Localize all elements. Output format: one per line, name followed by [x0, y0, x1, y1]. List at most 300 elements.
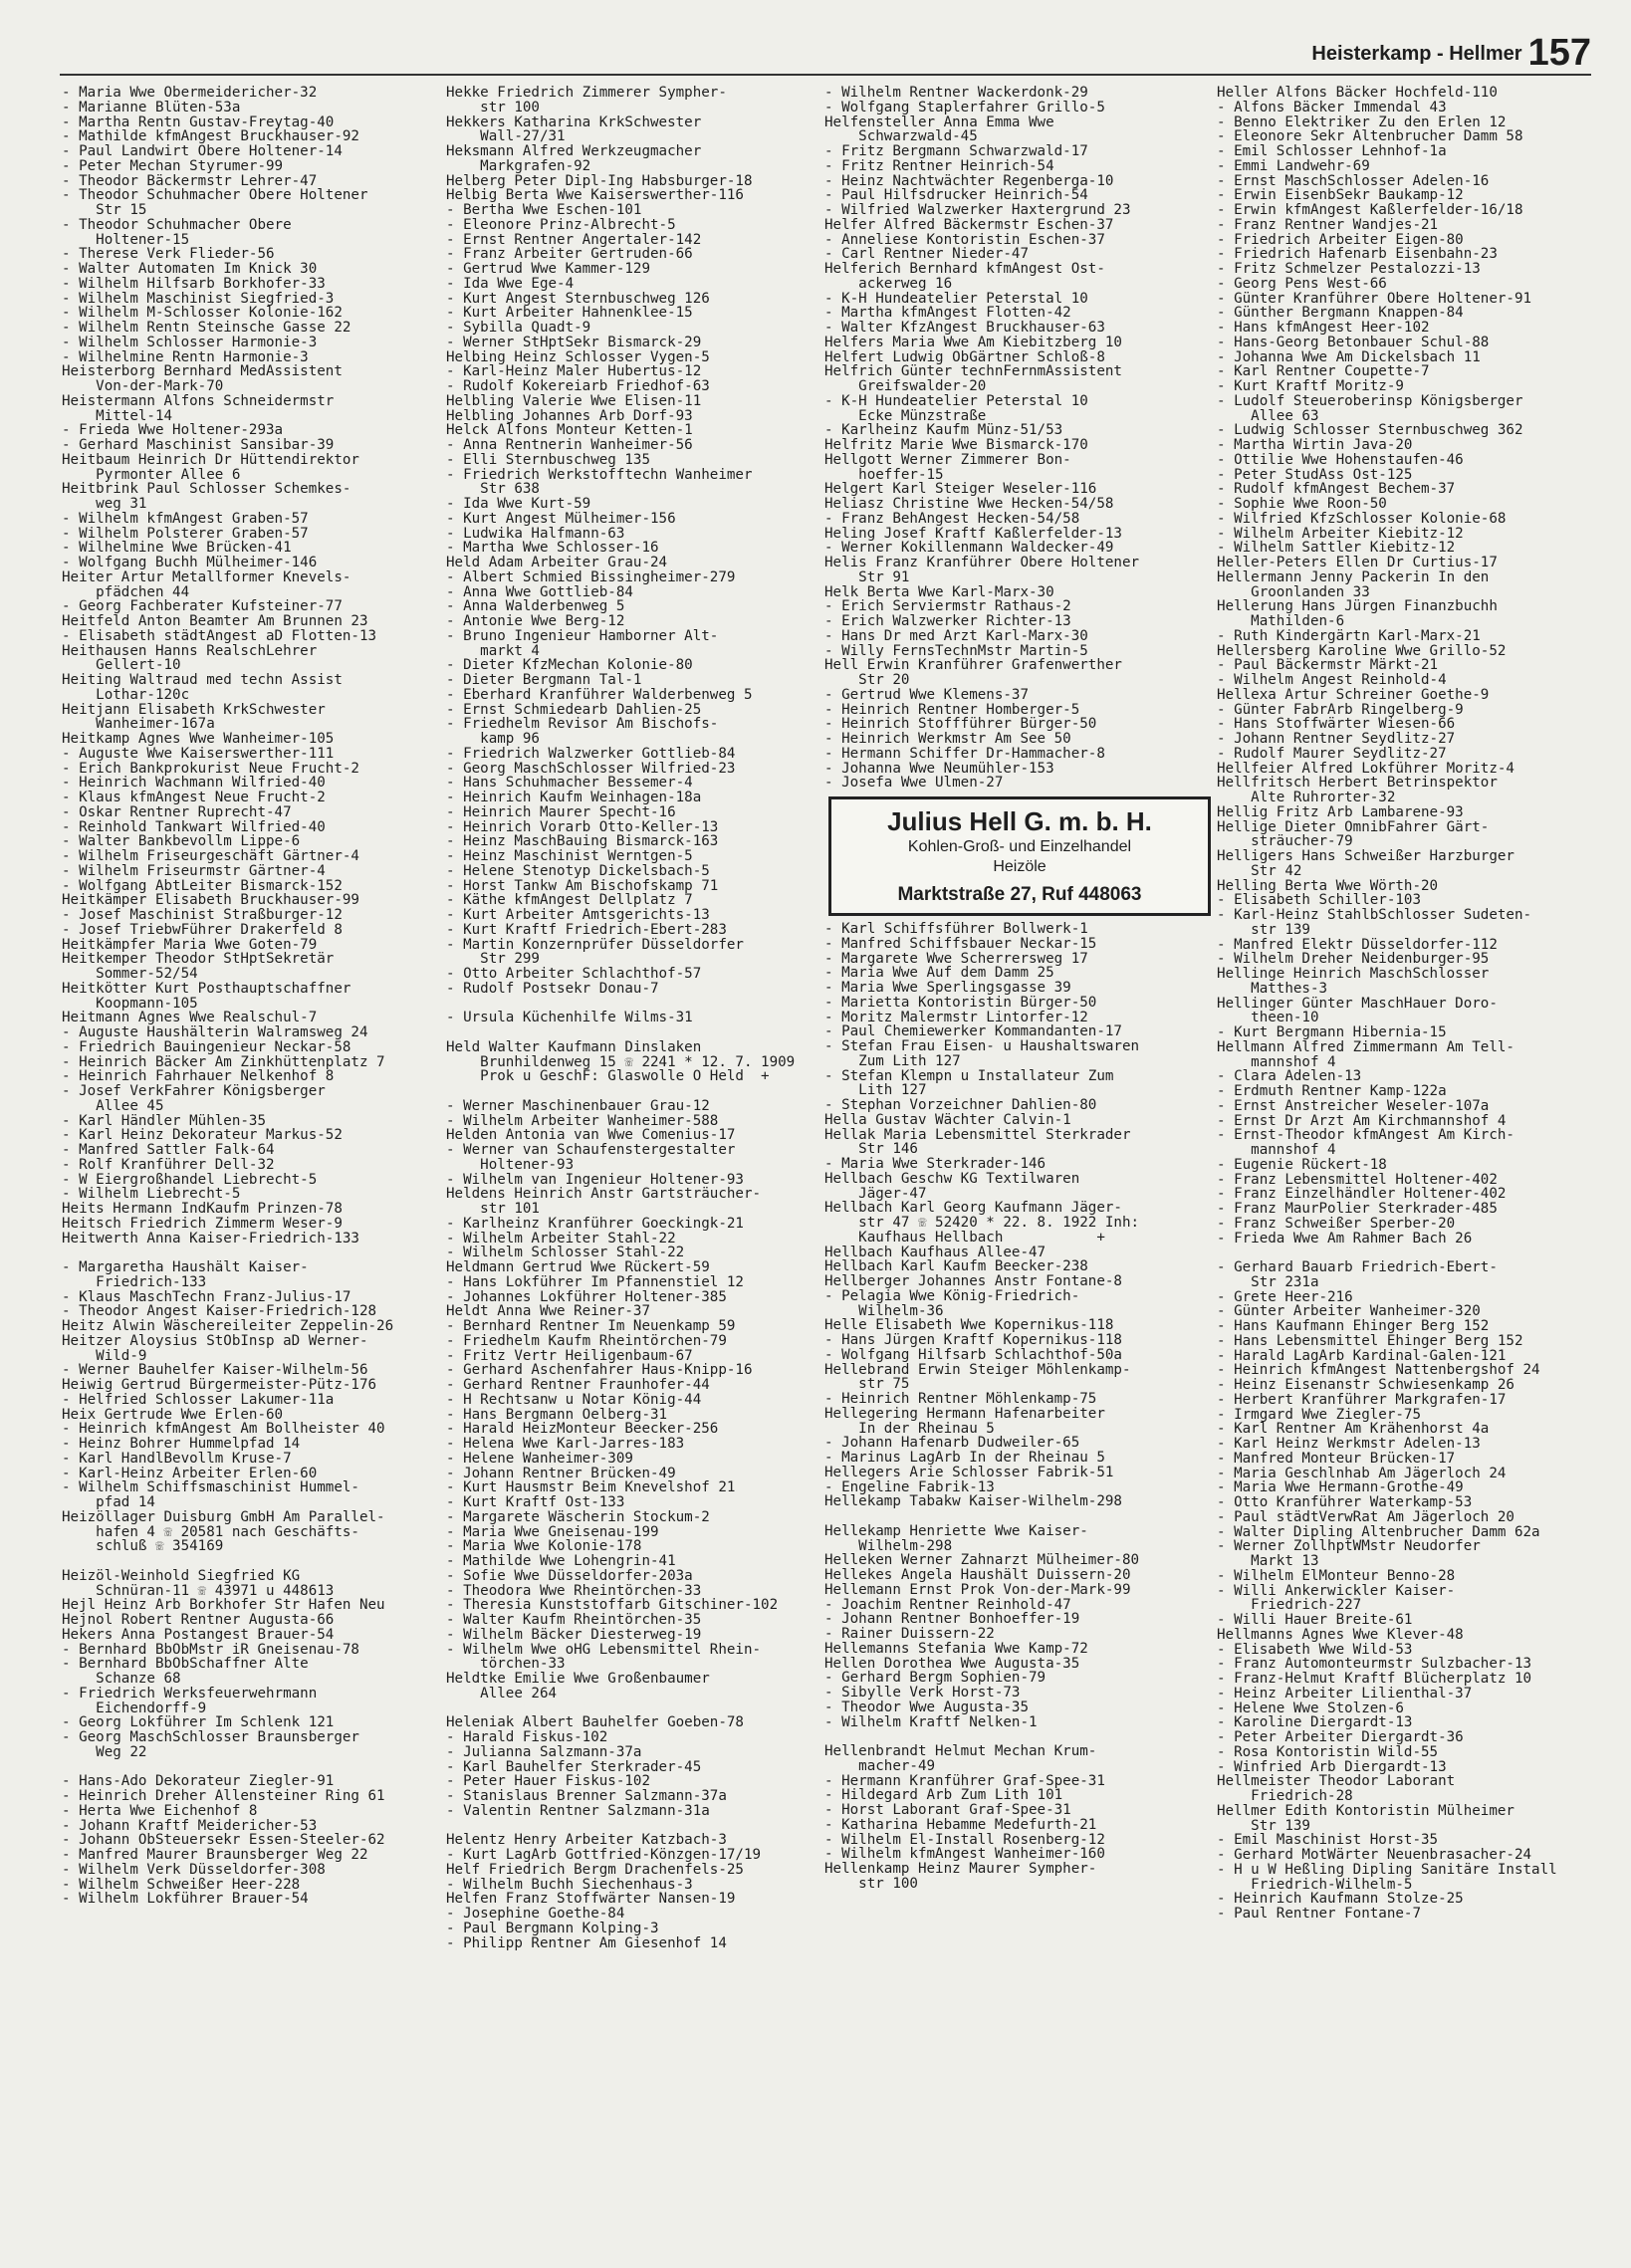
directory-entry: - Johann Hafenarb Dudweiler-65: [824, 1435, 1080, 1452]
directory-entry: - Antonie Wwe Berg-12: [446, 613, 625, 629]
directory-entry: - Wilhelm Arbeiter Stahl-22: [446, 1230, 676, 1247]
directory-entry: - Sophie Wwe Roon-50: [1217, 496, 1387, 512]
directory-entry: - Günter Arbeiter Wanheimer-320: [1217, 1303, 1481, 1320]
directory-entry: - Karl Schiffsführer Bollwerk-1: [824, 921, 1088, 937]
directory-entry: Heller-Peters Ellen Dr Curtius-17: [1217, 555, 1498, 570]
directory-entry: Heldtke Emilie Wwe Großenbaumer: [446, 1671, 710, 1687]
directory-entry: - Josef TriebwFührer Drakerfeld 8: [62, 921, 343, 938]
directory-entry: - Hans Kaufmann Ehinger Berg 152: [1217, 1318, 1490, 1334]
directory-entry: - Wilhelm Arbeiter Wanheimer-588: [446, 1112, 719, 1129]
directory-entry: Hellenkamp Heinz Maurer Sympher-: [824, 1861, 1097, 1877]
directory-entry: Heitjann Elisabeth KrkSchwester: [62, 701, 326, 718]
header-names: Heisterkamp - Hellmer: [1311, 43, 1522, 65]
directory-entry: Jäger-47: [824, 1185, 927, 1202]
directory-entry: - Harald HeizMonteur Beecker-256: [446, 1421, 719, 1438]
directory-entry: - Gerhard MotWärter Neuenbrasacher-24: [1217, 1847, 1532, 1863]
directory-entry: Hellenbrandt Helmut Mechan Krum-: [824, 1743, 1097, 1759]
directory-entry: - Maria Wwe Auf dem Damm 25: [824, 965, 1054, 982]
directory-entry: kamp 96: [446, 731, 540, 747]
directory-entry: - Karl HandlBevollm Kruse-7: [62, 1450, 292, 1467]
directory-entry: pfad 14: [62, 1494, 155, 1510]
directory-entry: - Werner StHptSekr Bismarck-29: [446, 334, 702, 350]
directory-entry: Hellekes Angela Haushält Duissern-20: [824, 1567, 1131, 1583]
directory-entry: - Albert Schmied Bissingheimer-279: [446, 568, 736, 585]
directory-entry: - Peter Hauer Fiskus-102: [446, 1773, 650, 1790]
directory-entry: - Theodora Wwe Rheintörchen-33: [446, 1582, 702, 1599]
directory-entry: Hellbach Karl Georg Kaufmann Jäger-: [824, 1200, 1122, 1217]
directory-entry: - Wilhelm M-Schlosser Kolonie-162: [62, 305, 343, 322]
directory-entry: - Franz MaurPolier Sterkrader-485: [1217, 1201, 1498, 1217]
directory-entry: Mathilden-6: [1217, 613, 1345, 629]
directory-entry: - Ludwika Halfmann-63: [446, 525, 625, 542]
directory-entry: mannshof 4: [1217, 1142, 1336, 1158]
directory-entry: Hellbach Karl Kaufm Beecker-238: [824, 1258, 1088, 1275]
directory-entry: - Irmgard Wwe Ziegler-75: [1217, 1406, 1421, 1423]
directory-entry: - Johann Rentner Brücken-49: [446, 1465, 676, 1481]
directory-entry: - Willy FernsTechnMstr Martin-5: [824, 642, 1088, 659]
directory-entry: - Harald Fiskus-102: [446, 1729, 608, 1745]
directory-entry: - Manfred Maurer Braunsberger Weg 22: [62, 1847, 368, 1863]
directory-entry: - Frieda Wwe Holtener-293a: [62, 422, 284, 439]
directory-entry: - Karl Bauhelfer Sterkrader-45: [446, 1758, 702, 1775]
directory-entry: Helfert Ludwig ObGärtner Schloß-8: [824, 348, 1105, 365]
directory-entry: - Pelagia Wwe König-Friedrich-: [824, 1287, 1080, 1304]
directory-entry: - Wilhelm ElMonteur Benno-28: [1217, 1567, 1456, 1584]
directory-entry: - Ursula Küchenhilfe Wilms-31: [446, 1010, 693, 1026]
directory-entry: - Otto Kranführer Waterkamp-53: [1217, 1494, 1473, 1510]
directory-entry: markt 4: [446, 642, 540, 659]
directory-entry: - Rudolf Kokereiarb Friedhof-63: [446, 378, 710, 394]
directory-entry: Helle Elisabeth Wwe Kopernikus-118: [824, 1317, 1114, 1334]
directory-entry: - Reinhold Tankwart Wilfried-40: [62, 818, 326, 835]
directory-entry: - Walter Dipling Altenbrucher Damm 62a: [1217, 1523, 1540, 1540]
directory-entry: - Walter Bankbevollm Lippe-6: [62, 833, 301, 850]
directory-entry: - Ludwig Schlosser Sternbuschweg 362: [1217, 422, 1523, 439]
directory-entry: - Heinrich Kaufmann Stolze-25: [1217, 1891, 1464, 1908]
column-2: [446, 86, 834, 2256]
directory-entry: - Winfried Arb Diergardt-13: [1217, 1758, 1447, 1775]
directory-entry: - Heinrich kfmAngest Nattenbergshof 24: [1217, 1362, 1540, 1379]
directory-entry: - Emil Maschinist Horst-35: [1217, 1832, 1439, 1849]
directory-entry: - Stefan Frau Eisen- u Haushaltswaren: [824, 1038, 1140, 1054]
directory-entry: Sommer-52/54: [62, 966, 198, 982]
directory-entry: Heliasz Christine Wwe Hecken-54/58: [824, 496, 1114, 512]
directory-entry: - Franz Schweißer Sperber-20: [1217, 1215, 1456, 1232]
directory-entry: Hellbach Geschw KG Textilwaren: [824, 1170, 1080, 1187]
directory-entry: - Karl-Heinz Arbeiter Erlen-60: [62, 1465, 318, 1481]
directory-entry: - Kurt Angest Mülheimer-156: [446, 510, 676, 527]
directory-entry: - Wilhelm Schlosser Harmonie-3: [62, 334, 318, 350]
directory-entry: - Werner van Schaufenstergestalter: [446, 1142, 736, 1158]
directory-entry: Heller Alfons Bäcker Hochfeld-110: [1217, 86, 1498, 101]
directory-entry: - Josefa Wwe Ulmen-27: [824, 775, 1004, 792]
directory-entry: Hellerung Hans Jürgen Finanzbuchh: [1217, 598, 1498, 615]
directory-entry: - Margarete Wwe Scherrersweg 17: [824, 950, 1088, 967]
directory-entry: - Dieter KfzMechan Kolonie-80: [446, 657, 693, 674]
ad-product-line: Heizöle: [993, 858, 1047, 875]
directory-entry: Allee 63: [1217, 407, 1319, 424]
directory-entry: - Franz Automonteurmstr Sulzbacher-13: [1217, 1656, 1532, 1673]
directory-entry: - Wilhelm Arbeiter Kiebitz-12: [1217, 525, 1464, 542]
directory-entry: - Auguste Haushälterin Walramsweg 24: [62, 1024, 368, 1040]
spacer: [62, 1554, 450, 1569]
directory-entry: - Wilhelm Buchh Siechenhaus-3: [446, 1876, 693, 1893]
directory-entry: Str 299: [446, 951, 540, 968]
directory-entry: - Marietta Kontoristin Bürger-50: [824, 994, 1097, 1011]
directory-entry: Hellgott Werner Zimmerer Bon-: [824, 451, 1071, 468]
directory-entry: - Wilhelm Schweißer Heer-228: [62, 1876, 301, 1893]
directory-entry: - Johann Rentner Seydlitz-27: [1217, 731, 1456, 747]
directory-entry: - Kurt Kraftf Friedrich-Ebert-283: [446, 921, 727, 938]
directory-entry: - Rolf Kranführer Dell-32: [62, 1156, 275, 1173]
directory-entry: Hellfeier Alfred Lokführer Moritz-4: [1217, 760, 1514, 777]
directory-entry: Allee 45: [62, 1097, 164, 1114]
directory-entry: Hellmanns Agnes Wwe Klever-48: [1217, 1626, 1464, 1643]
spacer: [446, 1701, 834, 1716]
directory-entry: - Maria Wwe Hermann-Grothe-49: [1217, 1479, 1464, 1496]
directory-entry: - Oskar Rentner Ruprecht-47: [62, 803, 292, 820]
directory-entry: Heitkamp Agnes Wwe Wanheimer-105: [62, 731, 335, 747]
directory-entry: Hellen Dorothea Wwe Augusta-35: [824, 1655, 1080, 1672]
directory-entry: - Maria Wwe Sperlingsgasse 39: [824, 980, 1071, 996]
directory-entry: - Walter Automaten Im Knick 30: [62, 261, 318, 277]
directory-entry: Heisterborg Bernhard MedAssistent: [62, 363, 343, 380]
directory-entry: str 139: [1217, 921, 1310, 938]
directory-entry: - Sofie Wwe Düsseldorfer-203a: [446, 1567, 693, 1584]
directory-entry: - Hans-Georg Betonbauer Schul-88: [1217, 334, 1490, 350]
directory-entry: Hellemann Ernst Prok Von-der-Mark-99: [824, 1581, 1131, 1598]
directory-entry: - Wilhelm kfmAngest Graben-57: [62, 510, 309, 527]
directory-entry: - Josef Maschinist Straßburger-12: [62, 907, 343, 923]
directory-entry: - Wilhelm Schiffsmaschinist Hummel-: [62, 1479, 359, 1496]
directory-entry: ackerweg 16: [824, 275, 953, 292]
directory-entry: - Manfred Schiffsbauer Neckar-15: [824, 935, 1097, 952]
directory-entry: - Joachim Rentner Reinhold-47: [824, 1596, 1071, 1613]
directory-entry: - Hermann Kranführer Graf-Spee-31: [824, 1772, 1105, 1789]
directory-entry: - K-H Hundeatelier Peterstal 10: [824, 290, 1088, 307]
directory-entry: törchen-33: [446, 1656, 566, 1673]
directory-entry: Str 91: [824, 568, 910, 585]
directory-entry: - Günther Bergmann Knappen-84: [1217, 305, 1464, 322]
directory-entry: Lothar-120c: [62, 686, 190, 703]
directory-entry: - Maria Wwe Obermeidericher-32: [62, 86, 318, 101]
directory-entry: - Heinz Nachtwächter Regenberga-10: [824, 172, 1114, 189]
directory-entry: Str 15: [62, 202, 147, 218]
directory-entry: Friedrich-227: [1217, 1597, 1362, 1614]
directory-entry: - W Eiergroßhandel Liebrecht-5: [62, 1171, 318, 1188]
directory-entry: Heleniak Albert Bauhelfer Goeben-78: [446, 1714, 744, 1731]
directory-entry: Heitkämper Elisabeth Bruckhauser-99: [62, 892, 359, 909]
spacer: [1217, 1246, 1605, 1260]
directory-entry: - Werner ZollhptWMstr Neudorfer: [1217, 1538, 1481, 1555]
directory-entry: Markgrafen-92: [446, 157, 591, 174]
spacer: [446, 1025, 834, 1040]
directory-entry: - Hans Schuhmacher Bessemer-4: [446, 775, 693, 792]
directory-entry: - Marinus LagArb In der Rheinau 5: [824, 1450, 1105, 1466]
directory-entry: - Hans Lokführer Im Pfannenstiel 12: [446, 1273, 744, 1290]
directory-entry: - Ernst Dr Arzt Am Kirchmannshof 4: [1217, 1112, 1507, 1129]
directory-entry: - Katharina Hebamme Medefurth-21: [824, 1816, 1097, 1833]
directory-entry: - Friedrich Werksfeuerwehrmann: [62, 1685, 318, 1701]
directory-entry: - Willi Ankerwickler Kaiser-: [1217, 1582, 1456, 1599]
directory-entry: - Heinrich kfmAngest Am Bollheister 40: [62, 1421, 385, 1438]
directory-entry: Alte Ruhrorter-32: [1217, 790, 1396, 805]
directory-entry: - Ida Wwe Ege-4: [446, 275, 575, 292]
directory-entry: str 100: [446, 99, 540, 115]
directory-entry: - Fritz Bergmann Schwarzwald-17: [824, 143, 1088, 159]
directory-entry: Schnüran-11 ☏ 43971 u 448613: [62, 1582, 335, 1599]
directory-entry: sträucher-79: [1217, 833, 1353, 850]
page-number: 157: [1527, 32, 1591, 74]
directory-entry: - Bernhard Rentner Im Neuenkamp 59: [446, 1318, 736, 1334]
directory-entry: - Hans Jürgen Kraftf Kopernikus-118: [824, 1332, 1122, 1348]
directory-entry: str 100: [824, 1875, 918, 1892]
directory-entry: Hekkers Katharina KrkSchwester: [446, 113, 702, 130]
directory-entry: Kaufhaus Hellbach +: [824, 1229, 1105, 1246]
directory-entry: - Wilhelm Hilfsarb Borkhofer-33: [62, 275, 326, 292]
directory-entry: - Martha Rentn Gustav-Freytag-40: [62, 113, 335, 130]
directory-entry: - Elli Sternbuschweg 135: [446, 451, 650, 468]
directory-entry: - Manfred Monteur Brücken-17: [1217, 1450, 1456, 1467]
directory-entry: Friedrich-28: [1217, 1788, 1353, 1804]
directory-entry: - Harald LagArb Kardinal-Galen-121: [1217, 1347, 1507, 1364]
directory-entry: - Theodor Schuhmacher Obere: [62, 216, 292, 233]
directory-entry: Wilhelm-36: [824, 1302, 944, 1319]
directory-entry: - Werner Maschinenbauer Grau-12: [446, 1097, 710, 1114]
directory-entry: - Johanna Wwe Neumühler-153: [824, 760, 1054, 777]
directory-entry: Holtener-93: [446, 1156, 575, 1173]
directory-entry: - Wilhelmine Rentn Harmonie-3: [62, 348, 309, 365]
directory-entry: Str 146: [824, 1141, 918, 1158]
directory-entry: - Franz Lebensmittel Holtener-402: [1217, 1171, 1498, 1188]
directory-entry: - Maria Wwe Sterkrader-146: [824, 1156, 1047, 1172]
directory-entry: Helleken Werner Zahnarzt Mülheimer-80: [824, 1552, 1140, 1569]
directory-entry: - Heinrich Stoffführer Bürger-50: [824, 716, 1097, 733]
directory-entry: Groonlanden 33: [1217, 583, 1370, 600]
directory-entry: - Erich Walzwerker Richter-13: [824, 613, 1071, 629]
directory-entry: Heizöllager Duisburg GmbH Am Parallel-: [62, 1508, 385, 1525]
directory-entry: Str 42: [1217, 862, 1302, 879]
spacer: [824, 1509, 1213, 1524]
directory-entry: - Karl Händler Mühlen-35: [62, 1112, 266, 1129]
directory-entry: - Gerhard Rentner Fraunhofer-44: [446, 1377, 710, 1393]
spacer: [446, 1819, 834, 1834]
directory-entry: - Franz BehAngest Hecken-54/58: [824, 510, 1080, 527]
directory-entry: - Anna Wwe Gottlieb-84: [446, 583, 633, 600]
directory-entry: - Franz Einzelhändler Holtener-402: [1217, 1186, 1507, 1203]
directory-entry: Heiwig Gertrud Bürgermeister-Pütz-176: [62, 1377, 377, 1393]
directory-entry: Hellebrand Erwin Steiger Möhlenkamp-: [824, 1361, 1131, 1378]
directory-entry: - Theodor Angest Kaiser-Friedrich-128: [62, 1303, 377, 1320]
directory-entry: Heldt Anna Wwe Reiner-37: [446, 1303, 650, 1320]
ad-company-name: Julius Hell G. m. b. H.: [887, 806, 1152, 836]
directory-entry: Wanheimer-167a: [62, 716, 215, 733]
directory-entry: Hellemanns Stefania Wwe Kamp-72: [824, 1640, 1088, 1657]
directory-entry: - Heinz Maschinist Werntgen-5: [446, 848, 693, 864]
directory-entry: - Friedrich Werkstofftechn Wanheimer: [446, 466, 753, 483]
directory-entry: Heistermann Alfons Schneidermstr: [62, 392, 335, 409]
directory-entry: - Wilhelmine Wwe Brücken-41: [62, 540, 292, 557]
directory-entry: Hell Erwin Kranführer Grafenwerther: [824, 657, 1122, 674]
directory-entry: - Wolfgang Buchh Mülheimer-146: [62, 555, 318, 570]
directory-entry: - Willi Hauer Breite-61: [1217, 1612, 1413, 1628]
directory-entry: Helfrich Günter technFernmAssistent: [824, 363, 1122, 380]
directory-entry: - Karl Heinz Dekorateur Markus-52: [62, 1127, 343, 1144]
directory-entry: Hellige Dieter OmnibFahrer Gärt-: [1217, 818, 1490, 835]
directory-entry: weg 31: [62, 496, 147, 512]
directory-entry: - Sybilla Quadt-9: [446, 320, 591, 336]
page-header: [1311, 22, 1591, 72]
directory-entry: - Josef VerkFahrer Königsberger: [62, 1083, 326, 1099]
directory-entry: Helligers Hans Schweißer Harzburger: [1217, 848, 1514, 864]
directory-entry: - Franz Rentner Wandjes-21: [1217, 216, 1439, 233]
directory-entry: - Kurt Arbeiter Amtsgerichts-13: [446, 907, 710, 923]
directory-entry: Heitbrink Paul Schlosser Schemkes-: [62, 481, 351, 498]
directory-entry: - Theodor Bäckermstr Lehrer-47: [62, 172, 318, 189]
directory-entry: - Martha Wwe Schlosser-16: [446, 540, 659, 557]
directory-entry: - Karl-Heinz StahlbSchlosser Sudeten-: [1217, 907, 1532, 923]
directory-entry: - Johannes Lokführer Holtener-385: [446, 1288, 727, 1305]
directory-entry: - Emil Schlosser Lehnhof-1a: [1217, 143, 1447, 159]
directory-entry: Gellert-10: [62, 657, 181, 674]
directory-entry: Hellberger Johannes Anstr Fontane-8: [824, 1273, 1122, 1289]
directory-entry: - Johann Rentner Bonhoeffer-19: [824, 1611, 1080, 1628]
directory-entry: - Wilhelm Lokführer Brauer-54: [62, 1891, 309, 1908]
directory-entry: - Heinrich Dreher Allensteiner Ring 61: [62, 1788, 385, 1804]
directory-entry: - Gertrud Wwe Klemens-37: [824, 686, 1029, 703]
directory-entry: - Gerhard Bauarb Friedrich-Ebert-: [1217, 1259, 1498, 1275]
directory-entry: - Käthe kfmAngest Dellplatz 7: [446, 892, 693, 909]
directory-entry: Weg 22: [62, 1743, 147, 1760]
directory-entry: - Wilhelm Friseurmstr Gärtner-4: [62, 862, 326, 879]
directory-entry: - Ernst Schmiedearb Dahlien-25: [446, 701, 702, 718]
directory-entry: - Werner Bauhelfer Kaiser-Wilhelm-56: [62, 1362, 368, 1379]
directory-entry: Helfen Franz Stoffwärter Nansen-19: [446, 1891, 736, 1908]
directory-entry: Heitkämpfer Maria Wwe Goten-79: [62, 936, 318, 953]
directory-entry: - Heinz Arbeiter Lilienthal-37: [1217, 1685, 1473, 1701]
ad-address: Marktstraße 27, Ruf 448063: [897, 884, 1142, 905]
directory-entry: - Stanislaus Brenner Salzmann-37a: [446, 1788, 727, 1804]
directory-entry: - Hans Dr med Arzt Karl-Marx-30: [824, 627, 1088, 644]
directory-entry: - Fritz Rentner Heinrich-54: [824, 157, 1054, 174]
directory-entry: - Engeline Fabrik-13: [824, 1478, 995, 1495]
directory-entry: - Elisabeth städtAngest aD Flotten-13: [62, 627, 377, 644]
directory-entry: Heiting Waltraud med techn Assist: [62, 672, 343, 688]
directory-entry: - Moritz Malermstr Lintorfer-12: [824, 1009, 1088, 1025]
directory-entry: Hellmann Alfred Zimmermann Am Tell-: [1217, 1038, 1514, 1055]
directory-entry: - Erich Bankprokurist Neue Frucht-2: [62, 760, 359, 777]
directory-entry: - Franz Arbeiter Gertruden-66: [446, 246, 693, 263]
directory-entry: - Ottilie Wwe Hohenstaufen-46: [1217, 451, 1464, 468]
directory-entry: Schanze 68: [62, 1671, 181, 1687]
directory-entry: Str 139: [1217, 1817, 1310, 1834]
directory-entry: - Manfred Sattler Falk-64: [62, 1142, 275, 1158]
directory-entry: Wilhelm-298: [824, 1537, 953, 1554]
directory-entry: - Wolfgang AbtLeiter Bismarck-152: [62, 877, 343, 894]
directory-entry: Koopmann-105: [62, 995, 198, 1012]
directory-entry: Greifswalder-20: [824, 378, 987, 394]
directory-entry: - Helfried Schlosser Lakumer-11a: [62, 1391, 335, 1408]
directory-entry: - Heinrich Rentner Homberger-5: [824, 701, 1080, 718]
directory-entry: - Rainer Duissern-22: [824, 1626, 995, 1642]
directory-entry: Helbling Johannes Arb Dorf-93: [446, 407, 693, 424]
directory-entry: - Erich Serviermstr Rathaus-2: [824, 598, 1071, 615]
directory-entry: - Ida Wwe Kurt-59: [446, 496, 591, 512]
directory-entry: - Friedrich Bauingenieur Neckar-58: [62, 1038, 351, 1055]
directory-entry: - Kurt Hausmstr Beim Knevelshof 21: [446, 1479, 736, 1496]
directory-entry: - Gertrud Wwe Kammer-129: [446, 261, 650, 277]
directory-entry: - Günter Kranführer Obere Holtener-91: [1217, 290, 1532, 307]
directory-entry: - Friedrich Hafenarb Eisenbahn-23: [1217, 246, 1498, 263]
directory-entry: - Günter FabrArb Ringelberg-9: [1217, 701, 1464, 718]
directory-entry: - Heinrich Werkmstr Am See 50: [824, 731, 1071, 747]
directory-entry: - Georg Lokführer Im Schlenk 121: [62, 1714, 335, 1731]
directory-entry: - Heinrich Bäcker Am Zinkhüttenplatz 7: [62, 1053, 385, 1070]
directory-entry: Heitkötter Kurt Posthauptschaffner: [62, 980, 351, 997]
directory-entry: - Fritz Vertr Heiligenbaum-67: [446, 1347, 693, 1364]
directory-entry: Hellig Fritz Arb Lambarene-93: [1217, 803, 1464, 820]
directory-entry: Heits Hermann IndKaufm Prinzen-78: [62, 1201, 343, 1217]
directory-entry: - Wolfgang Staplerfahrer Grillo-5: [824, 99, 1105, 115]
directory-entry: - Frieda Wwe Am Rahmer Bach 26: [1217, 1230, 1473, 1247]
directory-entry: Hellfritsch Herbert Betrinspektor: [1217, 775, 1498, 792]
directory-entry: - Karlheinz Kranführer Goeckingk-21: [446, 1215, 744, 1232]
directory-entry: - Werner Kokillenmann Waldecker-49: [824, 540, 1114, 557]
directory-entry: - Hans kfmAngest Heer-102: [1217, 320, 1430, 336]
directory-entry: - Heinrich Fahrhauer Nelkenhof 8: [62, 1068, 335, 1085]
directory-entry: - Herta Wwe Eichenhof 8: [62, 1802, 258, 1819]
directory-entry: Helfers Maria Wwe Am Kiebitzberg 10: [824, 334, 1122, 350]
directory-entry: Heitbaum Heinrich Dr Hüttendirektor: [62, 451, 359, 468]
directory-entry: - Wilhelm kfmAngest Wanheimer-160: [824, 1846, 1105, 1863]
directory-entry: - Erdmuth Rentner Kamp-122a: [1217, 1083, 1447, 1099]
directory-entry: - Karl Rentner Coupette-7: [1217, 363, 1430, 380]
spacer: [446, 997, 834, 1012]
directory-entry: - Otto Arbeiter Schlachthof-57: [446, 966, 702, 982]
directory-entry: - Paul städtVerwRat Am Jägerloch 20: [1217, 1508, 1514, 1525]
directory-entry: - Anna Walderbenweg 5: [446, 598, 625, 615]
directory-entry: - Ernst Anstreicher Weseler-107a: [1217, 1097, 1490, 1114]
directory-entry: - Wilhelm Dreher Neidenburger-95: [1217, 951, 1490, 968]
directory-entry: Hellersberg Karoline Wwe Grillo-52: [1217, 642, 1507, 659]
directory-entry: - Ruth Kindergärtn Karl-Marx-21: [1217, 627, 1481, 644]
directory-entry: Hekke Friedrich Zimmerer Sympher-: [446, 86, 727, 101]
directory-entry: - Fritz Schmelzer Pestalozzi-13: [1217, 261, 1481, 277]
directory-entry: - Gerhard Bergm Sophien-79: [824, 1670, 1047, 1687]
spacer: [62, 1760, 450, 1775]
directory-entry: - Clara Adelen-13: [1217, 1068, 1362, 1085]
directory-entry: - Georg MaschSchlosser Braunsberger: [62, 1729, 359, 1745]
directory-entry: - Georg Pens West-66: [1217, 275, 1387, 292]
directory-entry: Markt 13: [1217, 1553, 1319, 1569]
directory-entry: Heiter Artur Metallformer Knevels-: [62, 568, 351, 585]
directory-entry: Helck Alfons Monteur Ketten-1: [446, 422, 693, 439]
directory-entry: - Kurt Angest Sternbuschweg 126: [446, 290, 710, 307]
directory-entry: - Peter StudAss Ost-125: [1217, 466, 1413, 483]
directory-entry: Helfritz Marie Wwe Bismarck-170: [824, 437, 1088, 453]
directory-entry: Held Walter Kaufmann Dinslaken: [446, 1038, 702, 1055]
directory-entry: In der Rheinau 5: [824, 1420, 995, 1437]
directory-entry: Von-der-Mark-70: [62, 378, 224, 394]
directory-entry: - Therese Verk Flieder-56: [62, 246, 275, 263]
directory-entry: - Marianne Blüten-53a: [62, 99, 241, 115]
directory-entry: Hellegering Hermann Hafenarbeiter: [824, 1405, 1105, 1422]
directory-entry: - Bertha Wwe Eschen-101: [446, 202, 642, 218]
directory-entry: Heldens Heinrich Anstr Gartsträucher-: [446, 1186, 762, 1203]
directory-entry: Hellermann Jenny Packerin In den: [1217, 568, 1490, 585]
spacer: [62, 1246, 450, 1260]
directory-entry: - Wolfgang Hilfsarb Schlachthof-50a: [824, 1346, 1122, 1363]
